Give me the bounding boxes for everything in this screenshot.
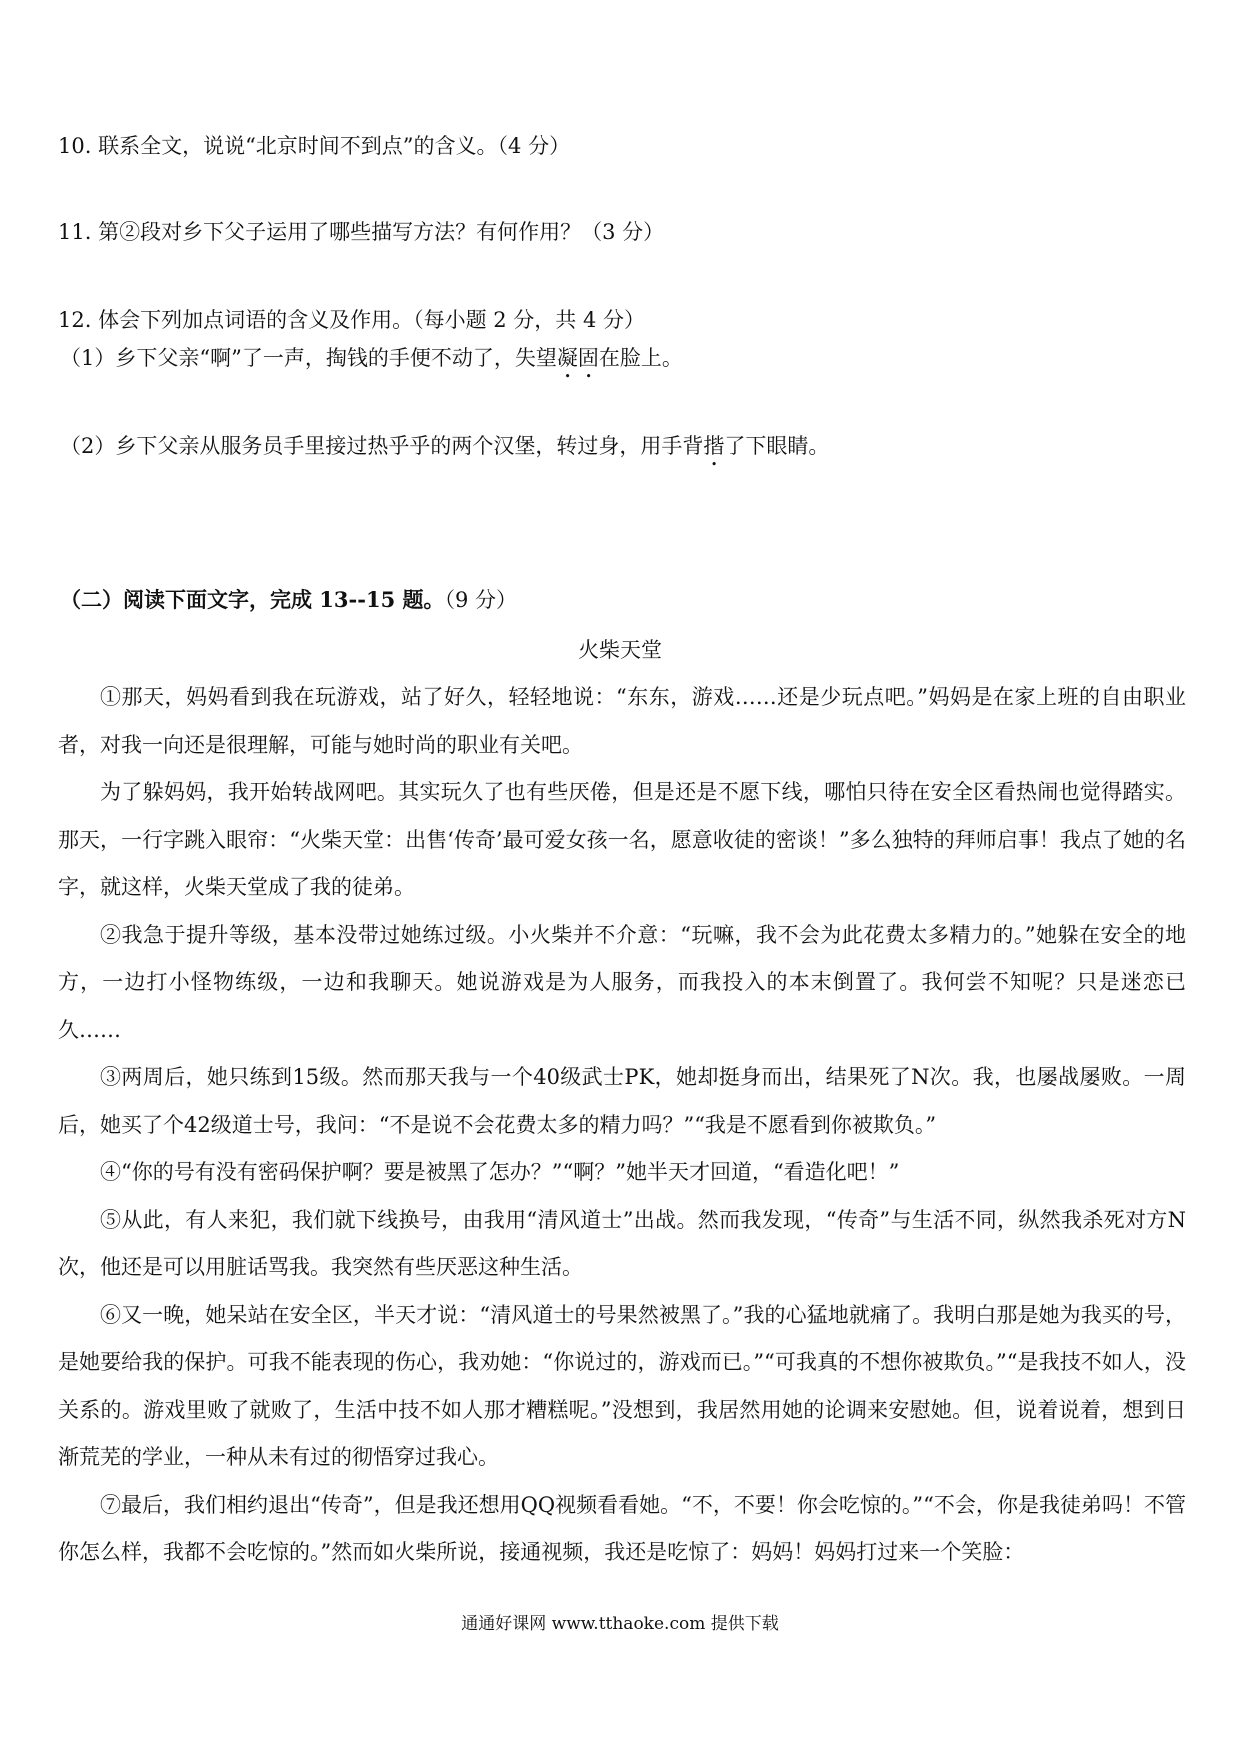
passage-paragraph-7: ⑥又一晚，她呆站在安全区，半天才说：“清风道士的号果然被黑了。”我的心猛地就痛了。我明白那是她为我买的号，是她要给我的保护。可我不能表现的伤心，我劝她：“你说过的，游戏而已。”“可我真的不想你被欺负。”“是我技不如人，没关系的。游戏里败了就败了，生活中技不如人那才糟糕呢。”没想到，我居然用她的论调来安慰她。但，说着说着，想到日渐荒芜的学业，一种从未有过的彻悟穿过我心。 bbox=[58, 1302, 1186, 1469]
page-footer: 通通好课网 www.tthaoke.com 提供下载 bbox=[461, 1614, 779, 1634]
passage-title: 火柴天堂 bbox=[578, 638, 662, 662]
question-12-item-1-dotted-word: 凝固 bbox=[556, 346, 599, 370]
section-2-instruction: （二）阅读下面文字，完成 13--15 题。 bbox=[60, 587, 445, 612]
section-2-points: （9 分） bbox=[444, 588, 518, 612]
question-12-item-2 bbox=[60, 432, 1190, 471]
question-12-item-2-text-after: 了下眼睛。 bbox=[724, 434, 830, 458]
passage-paragraph-2: 为了躲妈妈，我开始转战网吧。其实玩久了也有些厌倦，但是还是不愿下线，哪怕只待在安全区看热闹也觉得踏实。那天，一行字跳入眼帘：“火柴天堂：出售‘传奇’最可爱女孩一名，愿意收徒的密谈！”多么独特的拜师启事！我点了她的名字，就这样，火柴天堂成了我的徒弟。 bbox=[58, 780, 1186, 899]
question-12-item-2-dotted-word: 揩 bbox=[703, 434, 725, 458]
question-12-item-2-text-before: （2）乡下父亲从服务员手里接过热乎乎的两个汉堡，转过身，用手背 bbox=[60, 434, 704, 458]
section-2-heading bbox=[60, 586, 517, 614]
question-11: 11. 第②段对乡下父子运用了哪些描写方法？有何作用？（3 分） bbox=[58, 220, 665, 244]
passage-body bbox=[58, 674, 1186, 1577]
passage-paragraph-4: ③两周后，她只练到15级。然而那天我与一个40级武士PK，她却挺身而出，结果死了N次。我，也屡战屡败。一周后，她买了个42级道士号，我问：“不是说不会花费太多的精力吗？”“我是不愿看到你被欺负。” bbox=[58, 1065, 1186, 1137]
question-12-item-1 bbox=[60, 344, 1190, 383]
passage-paragraph-3: ②我急于提升等级，基本没带过她练过级。小火柴并不介意：“玩嘛，我不会为此花费太多精力的。”她躲在安全的地方，一边打小怪物练级，一边和我聊天。她说游戏是为人服务，而我投入的本末倒置了。我何尝不知呢？只是迷恋已久…… bbox=[58, 922, 1186, 1042]
passage-paragraph-5: ④“你的号有没有密码保护啊？要是被黑了怎办？”“啊？”她半天才回道，“看造化吧！” bbox=[100, 1160, 900, 1184]
passage-paragraph-6: ⑤从此，有人来犯，我们就下线换号，由我用“清风道士”出战。然而我发现，“传奇”与生活不同，纵然我杀死对方N次，他还是可以用脏话骂我。我突然有些厌恶这种生活。 bbox=[58, 1207, 1186, 1279]
question-12-item-1-text-before: （1）乡下父亲“啊”了一声，掏钱的手便不动了，失望 bbox=[60, 346, 557, 370]
question-12-item-1-text-after: 在脸上。 bbox=[598, 346, 683, 370]
passage-paragraph-1: ①那天，妈妈看到我在玩游戏，站了好久，轻轻地说：“东东，游戏……还是少玩点吧。”妈妈是在家上班的自由职业者，对我一向还是很理解，可能与她时尚的职业有关吧。 bbox=[58, 685, 1186, 757]
question-12: 12. 体会下列加点词语的含义及作用。（每小题 2 分，共 4 分） bbox=[58, 308, 645, 332]
passage-paragraph-8: ⑦最后，我们相约退出“传奇”，但是我还想用QQ视频看看她。“不，不要！你会吃惊的。”“不会，你是我徒弟吗！不管你怎么样，我都不会吃惊的。”然而如火柴所说，接通视频，我还是吃惊了：妈妈！妈妈打过来一个笑脸： bbox=[58, 1492, 1186, 1564]
question-10: 10. 联系全文，说说“北京时间不到点”的含义。（4 分） bbox=[58, 134, 571, 158]
